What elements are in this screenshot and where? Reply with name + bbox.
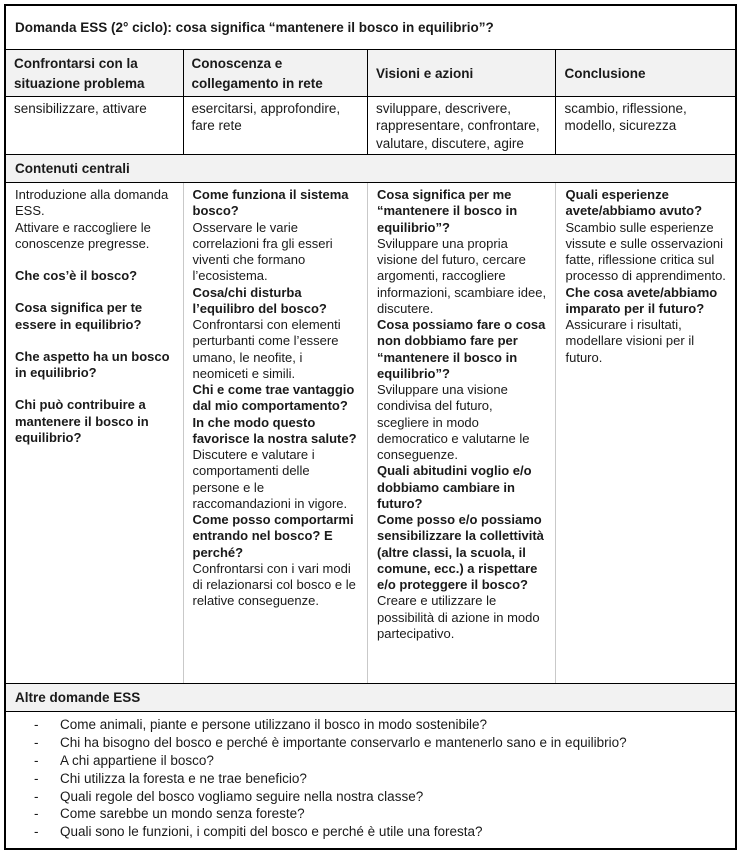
list-item <box>14 753 727 770</box>
list-item-text: Come sarebbe un mondo senza foreste? <box>60 806 305 822</box>
dash-bullet: - <box>34 788 39 804</box>
section-heading-contenuti: Contenuti centrali <box>6 155 735 183</box>
content-question: Quali esperienze avete/abbiamo avuto? <box>565 187 703 219</box>
phase-header-conoscenza: Conoscenza e collegamento in rete <box>184 50 369 97</box>
list-item <box>14 771 727 788</box>
keywords-conoscenza: esercitarsi, approfondire, fare rete <box>184 97 369 155</box>
content-description: Sviluppare una visione condivisa del futuro, scegliere in modo democratico e valutarne le conseguenze. <box>377 382 530 462</box>
content-question: Come posso comportarmi entrando nel bosco? E perché? <box>192 512 354 560</box>
altre-domande-list <box>6 712 735 848</box>
list-item-text: A chi appartiene il bosco? <box>60 753 214 769</box>
content-question: Che cosa avete/abbiamo imparato per il futuro? <box>565 284 718 316</box>
content-description: Creare e utilizzare le possibilità di azione in modo partecipativo. <box>377 593 540 641</box>
content-description: Osservare le varie correlazioni fra gli esseri viventi che formano l’ecosistema. <box>192 219 333 284</box>
dash-bullet: - <box>34 717 39 733</box>
content-description: Discutere e valutare i comportamenti delle persone e le raccomandazioni in vigore. <box>192 447 348 511</box>
content-description: Confrontarsi con elementi perturbanti come l’essere umano, le neofite, i neomiceti e simili. <box>192 317 341 381</box>
content-question: Come posso e/o possiamo sensibilizzare la collettività (altre classi, la scuola, il comune, ecc.) a rispettare e/o proteggere il bosco? <box>377 512 544 592</box>
dash-bullet: - <box>34 824 39 840</box>
content-question: Cosa significa per te essere in equilibrio? <box>15 300 143 332</box>
content-question: Cosa possiamo fare o cosa non dobbiamo fare per “mantenere il bosco in equilibrio”? <box>377 317 546 381</box>
section-heading-altre: Altre domande ESS <box>6 684 735 712</box>
contenuti-col-1 <box>6 183 184 683</box>
content-description: Introduzione alla domanda ESS. <box>15 187 169 219</box>
content-question: Cosa significa per me “mantenere il bosco in equilibrio”? <box>377 187 518 235</box>
content-description: Sviluppare una propria visione del futuro, cercare argomenti, raccogliere informazioni, scambiare idee, discutere. <box>377 235 547 316</box>
list-item <box>14 806 727 823</box>
content-description: Assicurare i risultati, modellare visioni per il futuro. <box>565 317 695 365</box>
ess-table <box>4 4 737 850</box>
contenuti-columns <box>6 183 735 684</box>
list-item-text: Chi ha bisogno del bosco e perché è importante conservarlo e mantenerlo sano e in equilibrio? <box>60 735 627 751</box>
contenuti-col-4 <box>556 183 735 683</box>
dash-bullet: - <box>34 770 39 786</box>
list-item-text: Quali sono le funzioni, i compiti del bosco e perché è utile una foresta? <box>60 824 483 840</box>
phase-header-visioni: Visioni e azioni <box>368 50 556 97</box>
phase-header-row <box>6 50 735 97</box>
content-question: Chi e come trae vantaggio dal mio comportamento? In che modo questo favorisce la nostra salute? <box>192 382 357 446</box>
contenuti-col-2 <box>184 183 369 683</box>
list-item <box>14 789 727 806</box>
dash-bullet: - <box>34 735 39 751</box>
content-description: Scambio sulle esperienze vissute e sulle osservazioni fatte, riflessione critica sul processo di apprendimento. <box>565 219 726 284</box>
content-question: Come funziona il sistema bosco? <box>192 187 349 219</box>
phase-header-confrontarsi: Confrontarsi con la situazione problema <box>6 50 184 97</box>
list-item-text: Chi utilizza la foresta e ne trae beneficio? <box>60 770 307 786</box>
document-title: Domanda ESS (2° ciclo): cosa significa “mantenere il bosco in equilibrio”? <box>6 6 735 50</box>
content-question: Quali abitudini voglio e/o dobbiamo cambiare in futuro? <box>377 463 532 511</box>
keywords-visioni: sviluppare, descrivere, rappresentare, confrontare, valutare, discutere, agire <box>368 97 556 155</box>
content-question: Cosa/chi disturba l’equilibro del bosco? <box>192 284 327 316</box>
dash-bullet: - <box>34 806 39 822</box>
content-question: Che cos’è il bosco? <box>15 268 138 283</box>
content-description: Confrontarsi con i vari modi di relazionarsi col bosco e le relative conseguenze. <box>192 560 356 609</box>
content-question: Che aspetto ha un bosco in equilibrio? <box>15 348 170 380</box>
list-item <box>14 824 727 841</box>
content-question: Chi può contribuire a mantenere il bosco in equilibrio? <box>15 397 149 445</box>
keywords-confrontarsi: sensibilizzare, attivare <box>6 97 184 155</box>
phase-keywords-row <box>6 97 735 155</box>
phase-header-conclusione: Conclusione <box>564 65 646 81</box>
list-item <box>14 735 727 752</box>
contenuti-col-3 <box>368 183 556 683</box>
list-item-text: Quali regole del bosco vogliamo seguire nella nostra classe? <box>60 788 424 804</box>
content-description: Attivare e raccogliere le conoscenze pregresse. <box>15 219 151 251</box>
keywords-conclusione: scambio, riflessione, modello, sicurezza <box>564 101 687 134</box>
dash-bullet: - <box>34 753 39 769</box>
list-item <box>14 717 727 734</box>
list-item-text: Come animali, piante e persone utilizzano il bosco in modo sostenibile? <box>60 717 487 733</box>
